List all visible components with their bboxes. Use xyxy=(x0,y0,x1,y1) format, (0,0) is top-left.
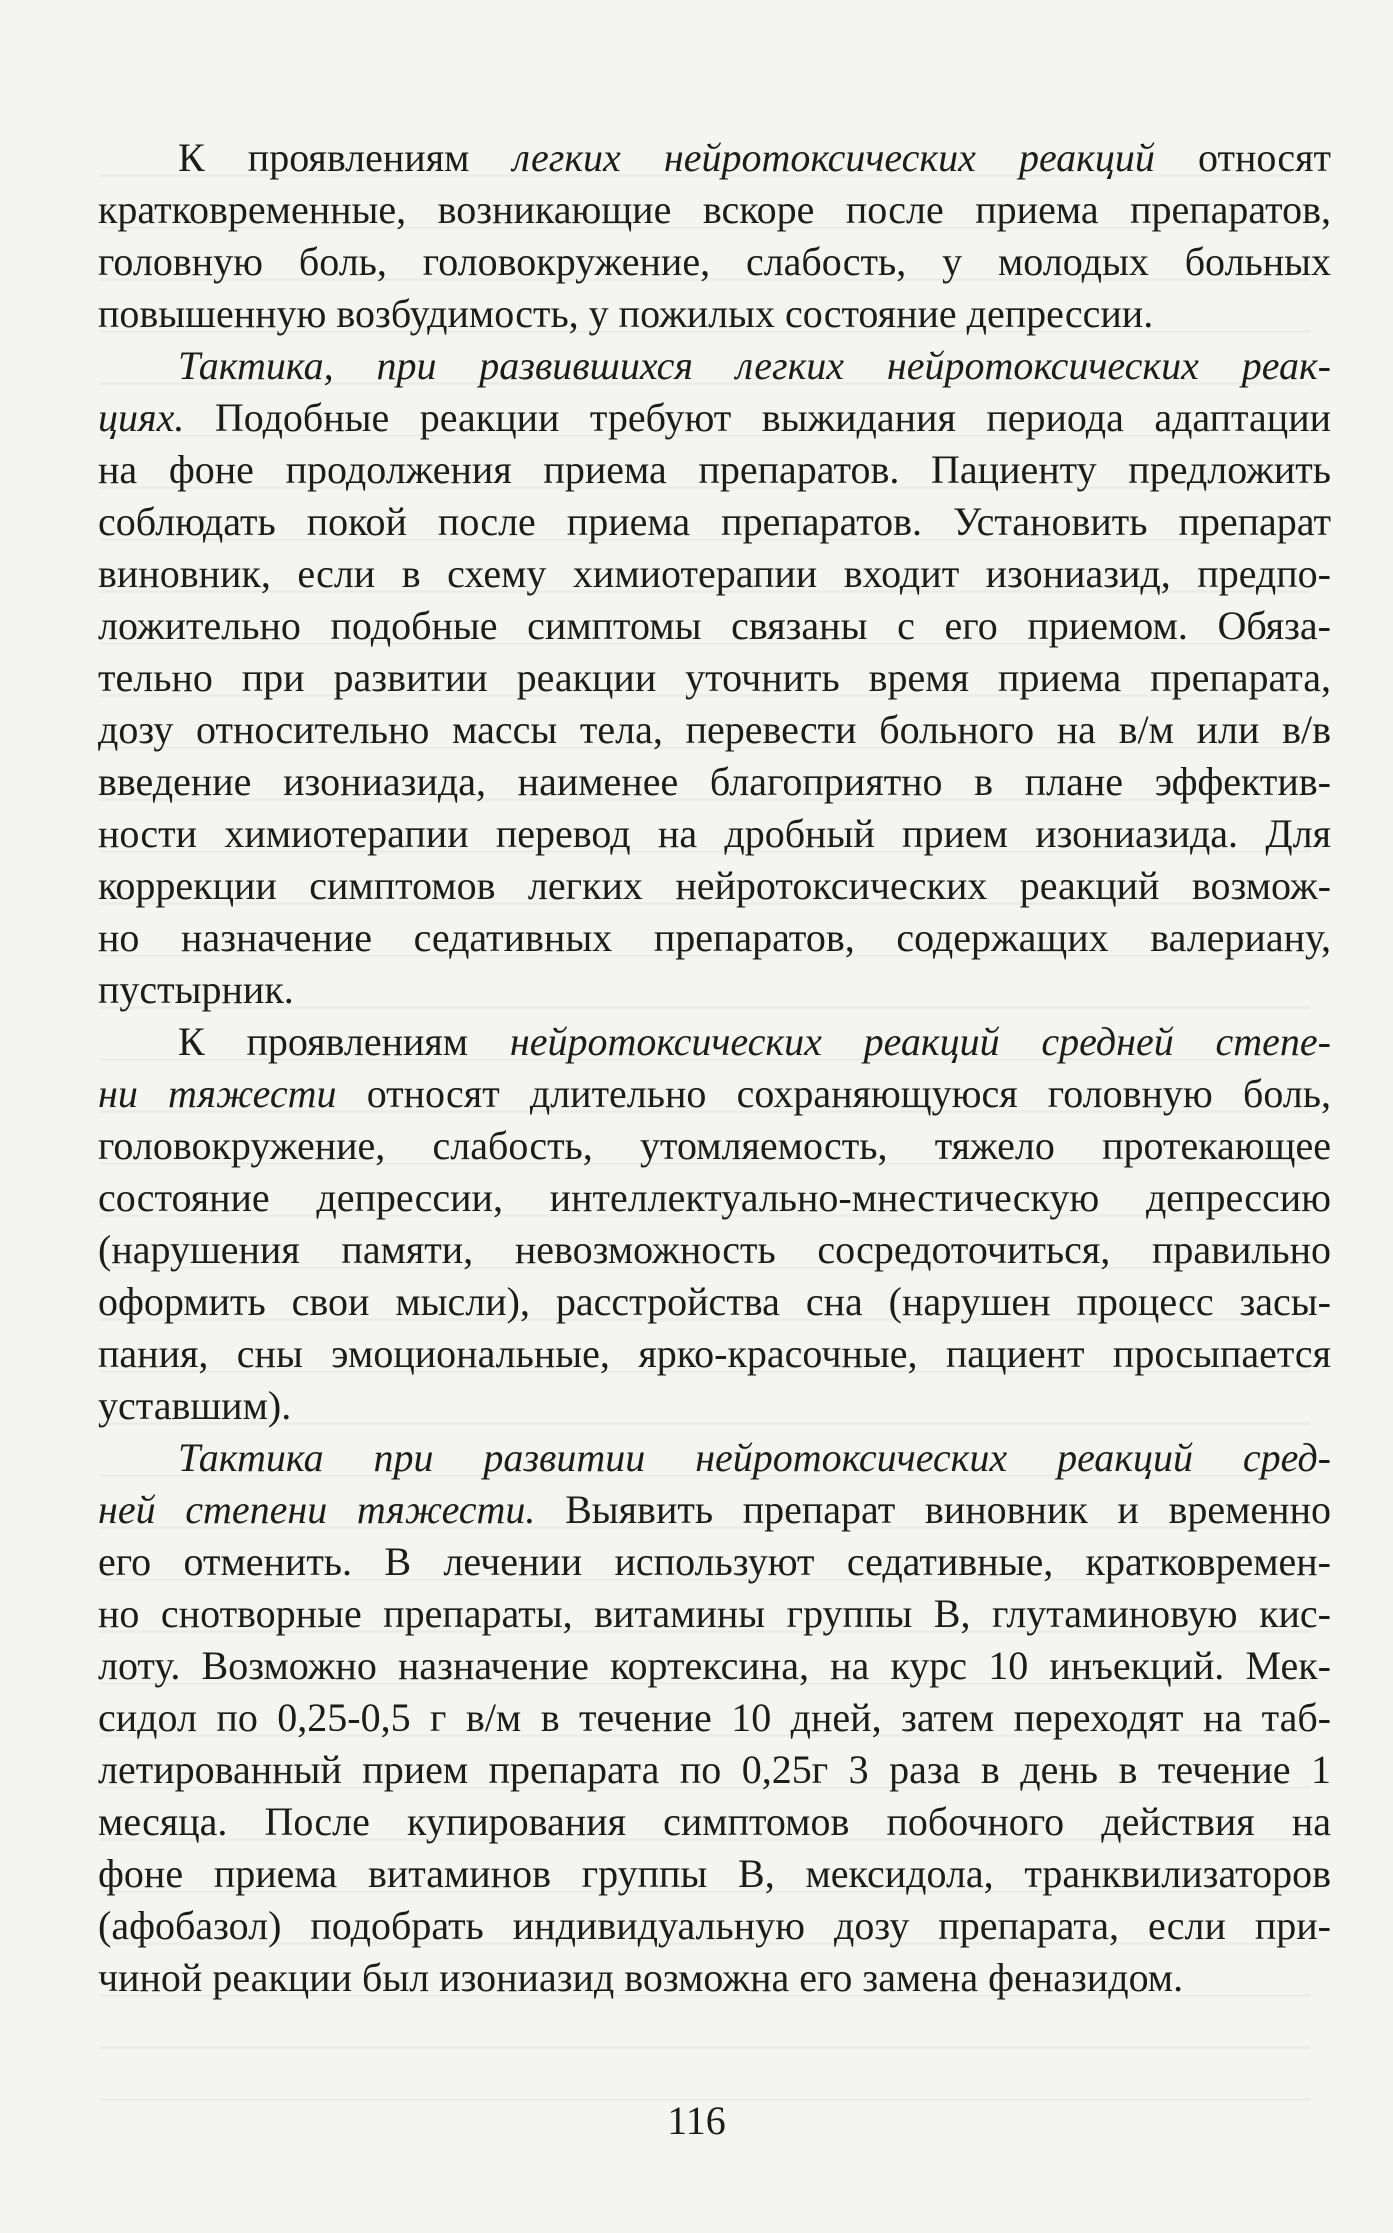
text-run: летированный прием препарата по 0,25г 3 раза в день в течение 1 xyxy=(98,1747,1331,1792)
text-run: уставшим). xyxy=(98,1383,292,1428)
text-line xyxy=(98,1068,1331,1120)
text-run: дозу относительно массы тела, перевести больного на в/м или в/в xyxy=(98,707,1331,752)
text-line xyxy=(98,964,1331,1016)
text-line xyxy=(98,860,1331,912)
italic-run: легких нейротоксических реакций xyxy=(512,135,1155,180)
text-run: на фоне продолжения приема препаратов. Пациенту предложить xyxy=(98,447,1331,492)
text-line xyxy=(178,1432,1331,1484)
text-run: введение изониазида, наименее благоприятно в плане эффектив- xyxy=(98,759,1331,804)
text-line xyxy=(98,1744,1331,1796)
text-line xyxy=(98,600,1331,652)
text-run: состояние депрессии, интеллектуально-мнестическую депрессию xyxy=(98,1175,1331,1220)
text-line xyxy=(98,1276,1331,1328)
text-run: (афобазол) подобрать индивидуальную дозу препарата, если при- xyxy=(98,1903,1331,1948)
text-run: чиной реакции был изониазид возможна его замена феназидом. xyxy=(98,1955,1184,2000)
text-run: Подобные реакции требуют выжидания периода адаптации xyxy=(184,395,1331,440)
italic-run: ней степени тяжести. xyxy=(98,1487,536,1532)
text-line xyxy=(98,704,1331,756)
text-line xyxy=(98,1328,1331,1380)
text-line xyxy=(98,912,1331,964)
text-line xyxy=(98,392,1331,444)
text-run: виновник, если в схему химиотерапии входит изониазид, предпо- xyxy=(98,551,1331,596)
text-run: относят xyxy=(1154,135,1331,180)
italic-run: Тактика, при развившихся легких нейротоксических реак- xyxy=(178,343,1331,388)
text-line xyxy=(178,132,1331,184)
text-line xyxy=(98,496,1331,548)
text-line xyxy=(98,1484,1331,1536)
text-line xyxy=(178,1016,1331,1068)
text-line xyxy=(98,1224,1331,1276)
text-run: фоне приема витаминов группы В, мексидола, транквилизаторов xyxy=(98,1851,1331,1896)
text-line xyxy=(98,1120,1331,1172)
text-run: повышенную возбудимость, у пожилых состояние депрессии. xyxy=(98,291,1154,336)
text-line xyxy=(98,548,1331,600)
text-run: сидол по 0,25-0,5 г в/м в течение 10 дней, затем переходят на таб- xyxy=(98,1695,1331,1740)
text-run: но снотворные препараты, витамины группы В, глутаминовую кис- xyxy=(98,1591,1331,1636)
text-run: пания, сны эмоциональные, ярко-красочные, пациент просыпается xyxy=(98,1331,1331,1376)
italic-run: циях. xyxy=(98,395,185,440)
text-run: его отменить. В лечении используют седативные, кратковремен- xyxy=(98,1539,1331,1584)
text-line xyxy=(98,1588,1331,1640)
text-line xyxy=(98,236,1331,288)
text-line xyxy=(98,1848,1331,1900)
text-run: К проявлениям xyxy=(178,1019,510,1064)
italic-run: нейротоксических реакций средней степе- xyxy=(509,1019,1331,1064)
text-line xyxy=(98,652,1331,704)
text-line xyxy=(98,1952,1331,2004)
text-run: относят длительно сохраняющуюся головную боль, xyxy=(336,1071,1331,1116)
text-line xyxy=(98,1640,1331,1692)
text-run: месяца. После купирования симптомов побочного действия на xyxy=(98,1799,1331,1844)
text-run: Выявить препарат виновник и временно xyxy=(535,1487,1331,1532)
text-run: кратковременные, возникающие вскоре после приема препаратов, xyxy=(98,187,1331,232)
text-run: коррекции симптомов легких нейротоксических реакций возмож- xyxy=(98,863,1331,908)
text-run: ложительно подобные симптомы связаны с его приемом. Обяза- xyxy=(98,603,1331,648)
text-run: головокружение, слабость, утомляемость, тяжело протекающее xyxy=(98,1123,1331,1168)
text-line xyxy=(98,1692,1331,1744)
italic-run: ни тяжести xyxy=(98,1071,337,1116)
page-number: 116 xyxy=(667,2098,726,2143)
text-line xyxy=(98,1796,1331,1848)
text-run: (нарушения памяти, невозможность сосредоточиться, правильно xyxy=(98,1227,1331,1272)
text-run: но назначение седативных препаратов, содержащих валериану, xyxy=(98,915,1331,960)
text-line xyxy=(98,184,1331,236)
text-run: соблюдать покой после приема препаратов. Установить препарат xyxy=(98,499,1331,544)
text-run: К проявлениям xyxy=(178,135,513,180)
text-line xyxy=(98,444,1331,496)
italic-run: Тактика при развитии нейротоксических реакций сред- xyxy=(178,1435,1331,1480)
text-line xyxy=(98,756,1331,808)
text-run: лоту. Возможно назначение кортексина, на курс 10 инъекций. Мек- xyxy=(98,1643,1331,1688)
text-line xyxy=(98,1172,1331,1224)
text-line xyxy=(98,1380,1331,1432)
text-line xyxy=(98,808,1331,860)
text-line xyxy=(98,1536,1331,1588)
text-run: ности химиотерапии перевод на дробный прием изониазида. Для xyxy=(98,811,1331,856)
text-run: тельно при развитии реакции уточнить время приема препарата, xyxy=(98,655,1331,700)
text-line xyxy=(98,1900,1331,1952)
text-line xyxy=(178,340,1331,392)
text-run: пустырник. xyxy=(98,967,294,1012)
text-run: головную боль, головокружение, слабость, у молодых больных xyxy=(98,239,1331,284)
text-line xyxy=(98,288,1331,340)
text-run: оформить свои мысли), расстройства сна (нарушен процесс засы- xyxy=(98,1279,1331,1324)
